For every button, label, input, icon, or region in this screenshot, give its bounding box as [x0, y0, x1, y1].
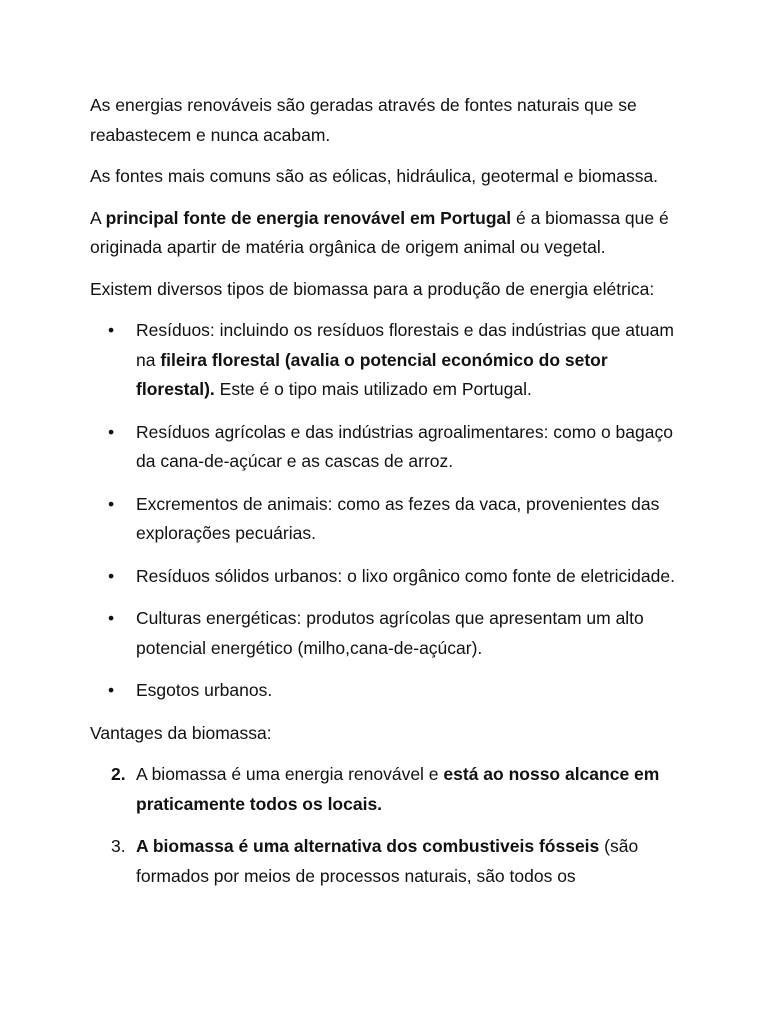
list-item-text: Excrementos de animais: como as fezes da vaca, provenientes das explorações pecuárias. [136, 493, 660, 543]
list-item-urbanos [90, 562, 690, 592]
list-item-bold: fileira florestal (avalia o potencial económico do setor florestal). [136, 349, 608, 399]
list-item-text: Esgotos urbanos. [136, 680, 273, 700]
sources-paragraph: As fontes mais comuns são as eólicas, hidráulica, geotermal e biomassa. [90, 166, 659, 186]
bullet-icon: • [108, 320, 115, 340]
list-item-bold: A biomassa é uma alternativa dos combustiveis fósseis [136, 836, 600, 856]
advantages-list [90, 760, 690, 891]
list-item-bold: está ao nosso alcance em praticamente todos os locais. [136, 764, 660, 814]
bullet-icon: • [108, 565, 115, 586]
list-item-text: Resíduos agrícolas e das indústrias agroalimentares: como o bagaço da cana-de-açúcar e as cascas de arroz. [136, 421, 673, 471]
portugal-paragraph-bold: principal fonte de energia renovável em Portugal [105, 207, 512, 228]
list-item-text: A biomassa é uma energia renovável e [136, 764, 444, 784]
advantage-item-2 [90, 760, 690, 819]
list-item-text: Este é o tipo mais utilizado em Portugal. [214, 379, 532, 399]
list-item-text: Culturas energéticas: produtos agrícolas que apresentam um alto potencial energético (milho,cana-de-açúcar). [136, 608, 644, 658]
intro-paragraph: As energias renováveis são geradas através de fontes naturais que se reabastecem e nunca acabam. [90, 95, 637, 145]
advantage-item-3 [90, 832, 690, 891]
list-item-text: (são formados por meios de processos naturais, são todos os [136, 836, 639, 886]
list-item-excrementos [90, 490, 690, 549]
list-item-agricolas [90, 418, 690, 477]
bullet-icon: • [108, 421, 115, 442]
list-item-culturas [90, 604, 690, 663]
portugal-paragraph-pre: A [90, 207, 106, 228]
portugal-paragraph [90, 204, 690, 263]
bullet-icon: • [108, 680, 115, 700]
biomass-types-list [90, 316, 690, 706]
advantages-heading: Vantages da biomassa: [90, 722, 272, 743]
bullet-icon: • [108, 608, 115, 628]
list-item-text: Resíduos sólidos urbanos: o lixo orgânico como fonte de eletricidade. [136, 565, 675, 586]
list-item-text: Resíduos: incluindo os resíduos florestais e das indústrias que atuam na [136, 320, 674, 370]
list-item-esgotos [90, 676, 690, 706]
portugal-paragraph-post: é a biomassa que é originada apartir de matéria orgânica de origem animal ou vegetal. [90, 207, 669, 257]
document-body [90, 91, 690, 904]
types-intro-paragraph: Existem diversos tipos de biomassa para a produção de energia elétrica: [90, 278, 655, 299]
bullet-icon: • [108, 493, 115, 514]
list-item-residuos [90, 316, 690, 405]
list-number: 3. [111, 836, 126, 856]
list-number: 2. [111, 764, 126, 784]
